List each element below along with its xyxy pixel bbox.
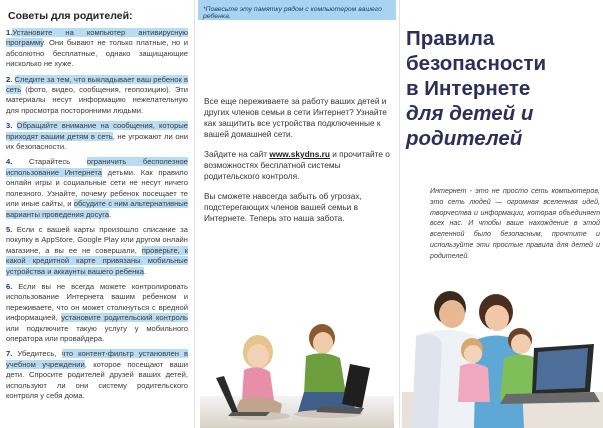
- tip-text: Если вы не всегда можете контролировать использование Интернета вашим ребенком и переживаете, что он может столкнуться с вредной информацией,: [6, 281, 188, 323]
- kids-laptops-photo: [200, 308, 394, 428]
- title-line: безопасности: [406, 52, 547, 75]
- tip-text: , не угрожают ли они их безопасности.: [6, 131, 188, 152]
- tip-6: [6, 282, 188, 344]
- family-laptop-photo: [402, 282, 603, 428]
- tip-number: 1.: [6, 28, 13, 37]
- tip-5: [6, 225, 188, 277]
- middle-panel: [196, 0, 398, 428]
- tip-number: 7.: [6, 349, 13, 359]
- tip-highlight: ограничить бесполезное использование Интернета: [6, 157, 188, 177]
- tip-text: Убедитесь,: [12, 349, 62, 359]
- site-link[interactable]: www.skydns.ru: [269, 149, 330, 159]
- tip-highlight: установите родительский контроль: [61, 313, 188, 323]
- tip-text: .: [109, 209, 112, 219]
- title-line: Правила: [406, 27, 495, 50]
- tip-7: [6, 349, 188, 401]
- tip-2: [6, 75, 188, 117]
- reassure-paragraph: Вы сможете навсегда забыть об угрозах, подстерегающих членов вашей семьи в Интернете. Теперь это наша забота.: [204, 191, 362, 223]
- site-paragraph: [204, 149, 390, 182]
- leaflet-title: [406, 26, 602, 151]
- tip-highlight: что контент-фильтр установлен в учебном учреждении: [6, 349, 189, 369]
- tip-text: детьми. Как правило онлайн игры и социальные сети не несут ничего полезного. Узнайте, почему ребенок посещает те или иные сайты, и: [6, 167, 188, 209]
- middle-text: [204, 96, 390, 233]
- tip-number: 4.: [6, 157, 13, 167]
- site-outro: и прочитайте о возможностях бесплатной системы родительского контроля.: [204, 149, 390, 181]
- concern-paragraph: Все еще переживаете за работу ваших детей и других членов семьи в сети Интернет? Узнайте как защитить все устройства подключенные к вашей домашней сети.: [204, 96, 387, 139]
- tip-highlight: Обращайте внимание на сообщения, которые приходят вашим детям в сеть: [6, 121, 188, 141]
- site-intro: Зайдите на сайт: [204, 149, 270, 159]
- title-line: родителей: [406, 127, 523, 150]
- tip-text: , которое посещают ваши дети. Спросите родителей друзей ваших детей, используют ли они систему родительского контроля у себя дома.: [6, 359, 189, 400]
- intro-text: Интернет - это не просто сеть компьютеров, это сеть людей — огромная вселенная идей, творчества и информации, которая объединяет всех нас. И чтобы ваше нахождение в этой вселенной было безопасным, прочтите и используйте эти простые правила для детей и родителей.: [430, 187, 600, 260]
- tip-text: (фото, видео, сообщения, геопозицию). Эти материалы несут информацию нежелательную для просмотра посторонними людьми.: [6, 85, 188, 115]
- tip-highlight: Следите за тем, что выкладывает ваш ребенок в сеть: [6, 74, 188, 95]
- title-line: в Интернете: [406, 77, 531, 100]
- tip-highlight: Установите на компьютер антивирусную программу: [6, 28, 188, 48]
- tips-title: Советы для родителей:: [8, 10, 133, 22]
- tip-text: Старайтесь: [12, 157, 87, 167]
- tip-highlight: обсудите с ним альтернативные варианты проведения досуга: [6, 199, 188, 219]
- tips-panel: [0, 0, 195, 428]
- tip-text: .: [143, 266, 147, 276]
- tip-text: . Они бывают не только платные, но и абсолютно бесплатные, однако защищающие нисколько не хуже.: [6, 38, 188, 69]
- tip-number: 3.: [6, 121, 13, 131]
- title-line: для детей и: [406, 102, 534, 125]
- tip-highlight: проверьте, к какой кредитной карте привязаны мобильные устройства и аккаунты вашего ребенка: [6, 245, 188, 276]
- tip-number: 6.: [6, 281, 13, 291]
- cover-panel: [399, 0, 603, 428]
- tip-1: [6, 28, 188, 70]
- hang-note: *Повесьте эту памятку рядом с компьютером вашего ребенка.: [198, 0, 396, 20]
- tip-3: [6, 121, 188, 152]
- tip-text: или подключите такую услугу у мобильного оператора или провайдера.: [6, 323, 188, 343]
- tip-4: [6, 157, 188, 219]
- tip-text: Если с вашей карты произошло списание за покупку в AppStore, Google Play или другом онлайн магазине, а вы ее не совершали,: [6, 224, 188, 255]
- tip-number: 5.: [6, 224, 13, 234]
- tip-number: 2.: [6, 74, 13, 84]
